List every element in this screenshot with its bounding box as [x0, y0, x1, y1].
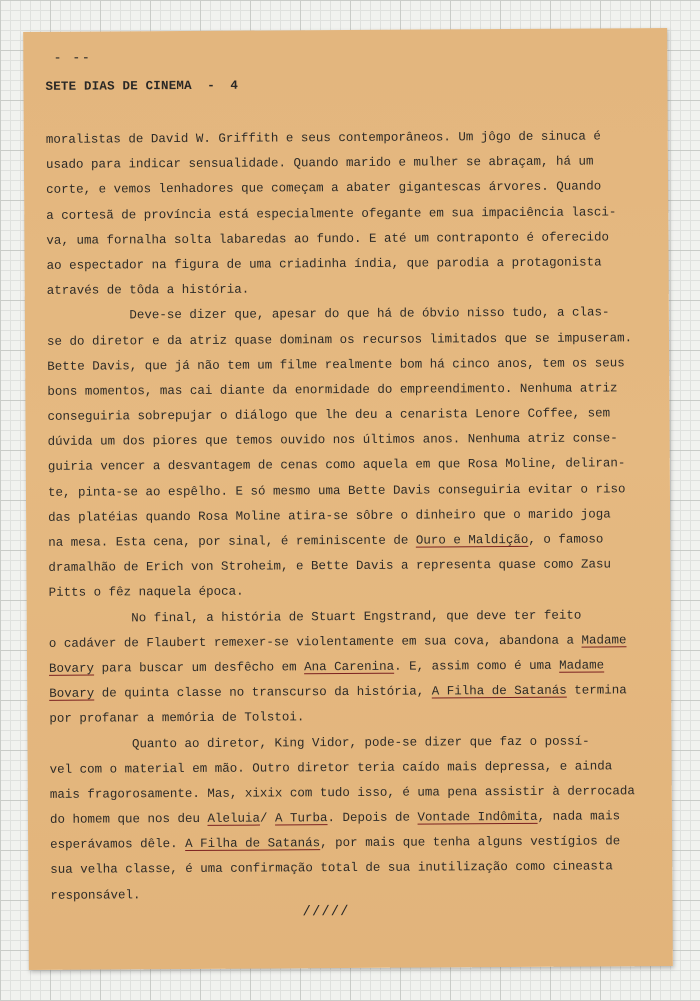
text-line — [50, 855, 630, 884]
end-mark: ///// — [302, 903, 350, 921]
text-segment: do homem que nos deu — [49, 811, 208, 827]
underlined-title: Ana Carenina — [304, 659, 395, 675]
text-segment: o cadáver de Flaubert remexer-se violentamente em sua cova, abandona a — [48, 633, 582, 651]
text-segment: No final, a história de Stuart Engstrand, que deve ter feito — [48, 608, 582, 626]
text-line — [46, 326, 633, 355]
text-segment: te, pinta-se ao espêlho. E só mesmo uma Bette Davis conseguiria evitar o riso — [47, 481, 626, 500]
text-line — [48, 477, 628, 506]
underlined-title: A Filha de Satanás — [185, 836, 321, 852]
typed-page — [23, 28, 673, 970]
text-segment: esperávamos dêle. — [50, 837, 186, 853]
text-segment: corte, e vemos lenhadores que começam a abater gigantescas árvores. Quando — [46, 179, 602, 198]
underlined-title: Madame — [559, 658, 605, 673]
underlined-title: Aleluia — [207, 811, 261, 826]
text-line — [47, 351, 627, 380]
text-line — [50, 754, 630, 783]
text-line — [46, 124, 626, 153]
text-line — [49, 678, 629, 707]
text-line — [46, 175, 626, 204]
text-line — [48, 502, 628, 531]
text-segment: Bette Davis, que já não tem um filme realmente bom há cinco anos, tem os seus — [47, 355, 625, 374]
text-line — [49, 603, 629, 632]
underlined-title: Ouro e Maldição — [415, 532, 529, 548]
text-segment: guiria vencer a desvantagem de cenas como aquela em que Rosa Moline, deliran- — [47, 456, 626, 475]
underlined-title: Bovary — [48, 661, 95, 676]
text-segment: Quanto ao diretor, King Vidor, pode-se dizer que faz o possí- — [49, 734, 590, 752]
text-line — [49, 729, 629, 758]
underlined-title: Madame — [581, 633, 627, 648]
text-segment: usado para indicar sensualidade. Quando marido e mulher se abraçam, há um — [45, 154, 594, 173]
text-line — [46, 225, 626, 254]
text-line — [47, 376, 627, 405]
text-segment: va, uma fornalha solta labaredas ao fundo. E até um contraponto é oferecido — [46, 230, 610, 248]
text-segment: das platéias quando Rosa Moline atira-se sôbre o dinheiro que o marido joga — [48, 507, 611, 525]
text-segment: dúvida um dos piores que temos ouvido nos últimos anos. Nenhuma atriz conse- — [47, 431, 618, 450]
underlined-title: A Turba — [274, 811, 328, 826]
page-header: SETE DIAS DE CINEMA - 4 — [45, 78, 239, 94]
text-line — [48, 527, 628, 556]
text-segment: Pitts o fêz naquela época. — [48, 585, 244, 601]
text-line — [47, 301, 627, 330]
text-line — [46, 250, 626, 279]
text-segment: . Depois de — [327, 810, 418, 826]
text-line — [46, 200, 626, 229]
text-line — [47, 275, 627, 304]
corner-marks: - -- — [53, 49, 92, 66]
text-segment: se do diretor e da atriz quase dominam os recursos limitados que se impuseram. — [46, 330, 633, 349]
text-segment: . E, assim como é uma — [394, 658, 560, 674]
text-segment: Deve-se dizer que, apesar do que há de óbvio nisso tudo, a clas- — [46, 305, 610, 324]
text-segment: sua velha classe, é uma confirmação total de sua inutilização como cineasta — [50, 859, 613, 878]
text-segment: ao espectador na figura de uma criadinha índia, que parodia a protagonista — [46, 255, 602, 273]
body-text — [45, 124, 635, 908]
text-line — [48, 552, 628, 581]
text-segment: conseguiria sobrepujar o diálogo que lhe deu a cenarista Lenore Coffee, sem — [47, 406, 611, 424]
text-line — [48, 427, 628, 456]
text-segment: de quinta classe no transcurso da história, — [94, 684, 432, 701]
underlined-title: Vontade Indômita — [417, 809, 538, 825]
text-line — [48, 452, 628, 481]
text-segment: / — [259, 811, 276, 826]
text-segment: responsável. — [50, 887, 141, 903]
text-line — [50, 804, 630, 833]
text-segment: bons momentos, mas cai diante da enormidade do empreendimento. Nenhuma atriz — [47, 381, 618, 399]
text-segment: para buscar um desfêcho em — [94, 660, 305, 676]
text-segment: na mesa. Esta cena, por sinal, é reminiscente de — [48, 533, 416, 550]
text-line — [48, 578, 628, 607]
underlined-title: Bovary — [49, 686, 95, 701]
text-segment: mais fragorosamente. Mas, xixix com tudo isso, é uma pena assistir à derrocada — [49, 784, 635, 802]
text-segment: , nada mais — [537, 809, 621, 824]
text-segment: vel com o material em mão. Outro diretor teria caído mais depressa, e ainda — [49, 759, 613, 777]
text-segment: termina — [566, 683, 627, 698]
text-line — [46, 149, 626, 178]
text-segment: , por mais que tenha alguns vestígios de — [320, 834, 621, 851]
text-line — [49, 779, 635, 808]
text-segment: moralistas de David W. Griffith e seus contemporâneos. Um jôgo de sinuca é — [45, 129, 601, 147]
text-line — [49, 704, 629, 733]
underlined-title: A Filha de Satanás — [431, 683, 567, 699]
text-segment: através de tôda a história. — [46, 282, 250, 298]
text-segment: dramalhão de Erich von Stroheim, e Bette Davis a representa quase como Zasu — [48, 557, 612, 576]
text-segment: por profanar a memória de Tolstoi. — [49, 710, 305, 727]
text-line — [49, 628, 629, 657]
text-line — [49, 653, 629, 682]
text-line — [50, 830, 630, 859]
text-segment: , o famoso — [528, 532, 604, 547]
text-line — [47, 401, 627, 430]
text-segment: a cortesã de província está especialmente ofegante em sua impaciência lasci- — [46, 204, 617, 223]
